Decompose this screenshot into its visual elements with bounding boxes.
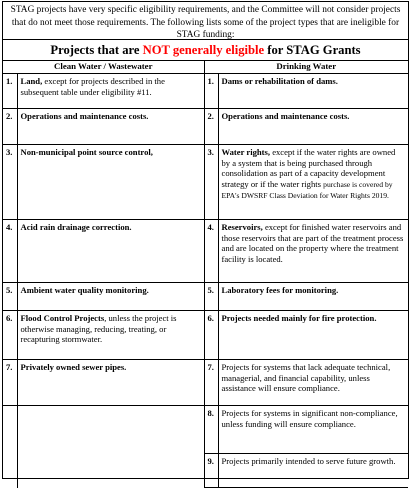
- clean-water-text: except for projects described in the subsequent table under eligibility #11.: [20, 76, 165, 97]
- clean-water-cell: [17, 109, 204, 145]
- table-row: [3, 145, 408, 220]
- clean-water-number: [3, 406, 17, 454]
- clean-water-bold: Flood Control Projects: [20, 313, 105, 323]
- drinking-water-number: 7.: [204, 360, 218, 406]
- clean-water-bold: Operations and maintenance costs.: [20, 111, 149, 121]
- drinking-water-number: 9.: [204, 454, 218, 488]
- clean-water-bold: Ambient water quality monitoring.: [20, 285, 149, 295]
- heading-highlight: NOT generally eligible: [142, 43, 265, 57]
- drinking-water-bold: Reservoirs,: [221, 222, 263, 232]
- table-row: [3, 454, 408, 488]
- drinking-water-number: 2.: [204, 109, 218, 145]
- drinking-water-number: 6.: [204, 311, 218, 360]
- drinking-water-cell: [218, 454, 408, 488]
- drinking-water-text: Projects primarily intended to serve future growth.: [221, 456, 396, 466]
- drinking-water-cell: [218, 360, 408, 406]
- drinking-water-text: Projects for systems that lack adequate technical, managerial, and financial capability, unless assistance will ensure compliance.: [221, 362, 391, 394]
- clean-water-cell: [17, 360, 204, 406]
- drinking-water-bold: Laboratory fees for monitoring.: [221, 285, 339, 295]
- clean-water-bold: Privately owned sewer pipes.: [20, 362, 127, 372]
- column-header-drinking-water: Drinking Water: [204, 61, 408, 74]
- drinking-water-bold: Projects needed mainly for fire protection.: [221, 313, 377, 323]
- clean-water-number: 4.: [3, 220, 17, 283]
- drinking-water-cell: [218, 74, 408, 109]
- clean-water-cell: [17, 406, 204, 454]
- drinking-water-cell: [218, 283, 408, 311]
- eligibility-document: [2, 1, 409, 479]
- drinking-water-cell: [218, 406, 408, 454]
- drinking-water-text: Projects for systems in significant non-compliance, unless funding will ensure compliance.: [221, 408, 398, 429]
- drinking-water-bold: Operations and maintenance costs.: [221, 111, 350, 121]
- drinking-water-bold: Dams or rehabilitation of dams.: [221, 76, 338, 86]
- drinking-water-cell: [218, 109, 408, 145]
- table-row: [3, 360, 408, 406]
- clean-water-bold: Acid rain drainage correction.: [20, 222, 132, 232]
- heading-prefix: Projects that are: [50, 43, 143, 57]
- drinking-water-cell: [218, 220, 408, 283]
- drinking-water-number: 4.: [204, 220, 218, 283]
- table-row: [3, 283, 408, 311]
- clean-water-bold: Land,: [20, 76, 43, 86]
- drinking-water-number: 1.: [204, 74, 218, 109]
- clean-water-number: [3, 454, 17, 488]
- clean-water-cell: [17, 311, 204, 360]
- table-row: [3, 220, 408, 283]
- drinking-water-number: 8.: [204, 406, 218, 454]
- clean-water-number: 2.: [3, 109, 17, 145]
- clean-water-cell: [17, 454, 204, 488]
- clean-water-cell: [17, 220, 204, 283]
- table-heading: [3, 39, 408, 60]
- drinking-water-bold: Water rights,: [221, 147, 271, 157]
- heading-suffix: for STAG Grants: [264, 43, 361, 57]
- drinking-water-text: except if the water rights are owned by a system that is being purchased through consolidation as part of a capacity development strategy or if the water rights: [221, 147, 396, 189]
- drinking-water-number: 3.: [204, 145, 218, 220]
- clean-water-number: 7.: [3, 360, 17, 406]
- drinking-water-small-text: purchase is covered by EPA's DWSRF Class Deviation for Water Rights 2019.: [221, 179, 393, 201]
- drinking-water-cell: [218, 145, 408, 220]
- clean-water-number: 1.: [3, 74, 17, 109]
- drinking-water-text: except for finished water reservoirs and those reservoirs that are part of the treatment process and are located on the property where the treatment facility is located.: [221, 222, 404, 264]
- clean-water-bold: Non-municipal point source control,: [20, 147, 153, 157]
- column-header-clean-water: Clean Water / Wastewater: [3, 61, 204, 74]
- clean-water-cell: [17, 145, 204, 220]
- clean-water-cell: [17, 74, 204, 109]
- clean-water-cell: [17, 283, 204, 311]
- drinking-water-cell: [218, 311, 408, 360]
- drinking-water-number: 5.: [204, 283, 218, 311]
- clean-water-number: 5.: [3, 283, 17, 311]
- clean-water-number: 3.: [3, 145, 17, 220]
- table-row: [3, 406, 408, 454]
- ineligible-projects-table: [3, 60, 408, 488]
- table-row: [3, 311, 408, 360]
- intro-paragraph: STAG projects have very specific eligibility requirements, and the Committee will not consider projects that do not meet those requirements. The following lists some of the project types that are ineligible for STAG funding:: [10, 5, 401, 40]
- table-row: [3, 74, 408, 109]
- clean-water-number: 6.: [3, 311, 17, 360]
- table-row: [3, 109, 408, 145]
- clean-water-text: , unless the project is otherwise managing, reducing, treating, or recapturing stormwater.: [20, 313, 177, 345]
